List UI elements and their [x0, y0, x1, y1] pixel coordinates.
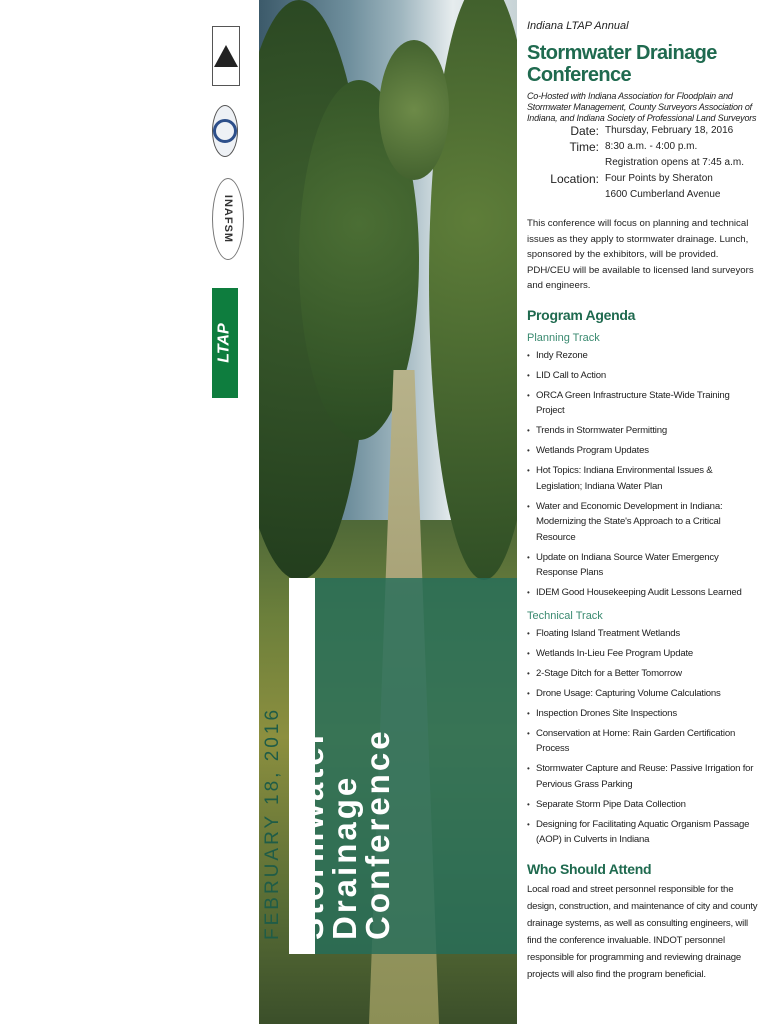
- kicker: Indiana LTAP Annual: [527, 20, 629, 32]
- cohost-text: Co-Hosted with Indiana Association for Floodplain and Stormwater Management, County Surveyors Association of Indiana, and Indiana Society of Professional Land Surveyors: [527, 91, 757, 123]
- list-item: • Drone Usage: Capturing Volume Calculations: [527, 686, 759, 702]
- registration-value: Registration opens at 7:45 a.m.: [605, 157, 744, 168]
- list-item: • Hot Topics: Indiana Environmental Issues & Legislation; Indiana Water Plan: [527, 463, 759, 494]
- cover-title: [295, 630, 394, 940]
- page-title: Stormwater Drainage Conference: [527, 42, 717, 86]
- cover-title-line: Drainage: [326, 774, 363, 940]
- list-item: • Wetlands Program Updates: [527, 443, 759, 459]
- location-line-1: Four Points by Sheraton: [605, 173, 713, 184]
- cover-date: FEBRUARY 18, 2016: [262, 706, 283, 940]
- list-item: • Floating Island Treatment Wetlands: [527, 626, 759, 642]
- who-paragraph: Local road and street personnel responsible for the design, construction, and maintenance of city and county drainage systems, as well as consulting engineers, will find the conference invaluable. INDOT personnel responsible for programming and reviewing drainage projects will also find the program beneficial.: [527, 883, 758, 980]
- cover-title-line: Stormwater: [293, 728, 330, 940]
- inafsm-logo: INAFSM: [212, 178, 244, 260]
- list-item: • 2-Stage Ditch for a Better Tomorrow: [527, 666, 759, 682]
- list-item: • Wetlands In-Lieu Fee Program Update: [527, 646, 759, 662]
- agenda-heading: Program Agenda: [527, 306, 636, 323]
- list-item: • LID Call to Action: [527, 368, 759, 384]
- list-item: • Conservation at Home: Rain Garden Certification Process: [527, 726, 759, 757]
- location-label: Location:: [550, 172, 599, 186]
- list-item: • Update on Indiana Source Water Emergency Response Plans: [527, 550, 759, 581]
- list-item: • Trends in Stormwater Permitting: [527, 423, 759, 439]
- time-label: Time:: [569, 140, 599, 154]
- list-item: • IDEM Good Housekeeping Audit Lessons Learned: [527, 585, 759, 601]
- date-label: Date:: [570, 124, 599, 138]
- cover-title-line: Conference: [359, 728, 396, 940]
- planning-list: [527, 348, 759, 601]
- list-item: • Stormwater Capture and Reuse: Passive Irrigation for Pervious Grass Parking: [527, 761, 759, 792]
- technical-list: [527, 626, 759, 848]
- technical-heading: Technical Track: [527, 609, 603, 622]
- list-item: • Inspection Drones Site Inspections: [527, 706, 759, 722]
- mailing-panel: [0, 0, 258, 1024]
- spacer: [527, 187, 599, 203]
- list-item: • Separate Storm Pipe Data Collection: [527, 797, 759, 813]
- planning-heading: Planning Track: [527, 331, 600, 344]
- tree: [379, 40, 449, 180]
- time-value: 8:30 a.m. - 4:00 p.m.: [605, 141, 698, 152]
- event-details: [527, 123, 759, 203]
- list-item: • Designing for Facilitating Aquatic Organism Passage (AOP) in Culverts in Indiana: [527, 817, 759, 848]
- list-item: • Indy Rezone: [527, 348, 759, 364]
- spacer: [527, 155, 599, 171]
- seal-logo: [212, 105, 238, 157]
- ltap-logo: LTAP: [212, 288, 238, 398]
- list-item: • ORCA Green Infrastructure State-Wide Training Project: [527, 388, 759, 419]
- indot-triangle-logo: [212, 26, 240, 86]
- list-item: • Water and Economic Development in Indiana: Modernizing the State's Approach to a Critical Resource: [527, 499, 759, 546]
- info-panel: [527, 20, 759, 983]
- intro-paragraph: This conference will focus on planning and technical issues as they apply to stormwater drainage. Lunch, sponsored by the exhibitors, will be provided. PDH/CEU will be available to licensed land surveyors and engineers.: [527, 218, 754, 291]
- who-heading: Who Should Attend: [527, 860, 652, 877]
- date-value: Thursday, February 18, 2016: [605, 125, 734, 136]
- location-line-2: 1600 Cumberland Avenue: [605, 189, 721, 200]
